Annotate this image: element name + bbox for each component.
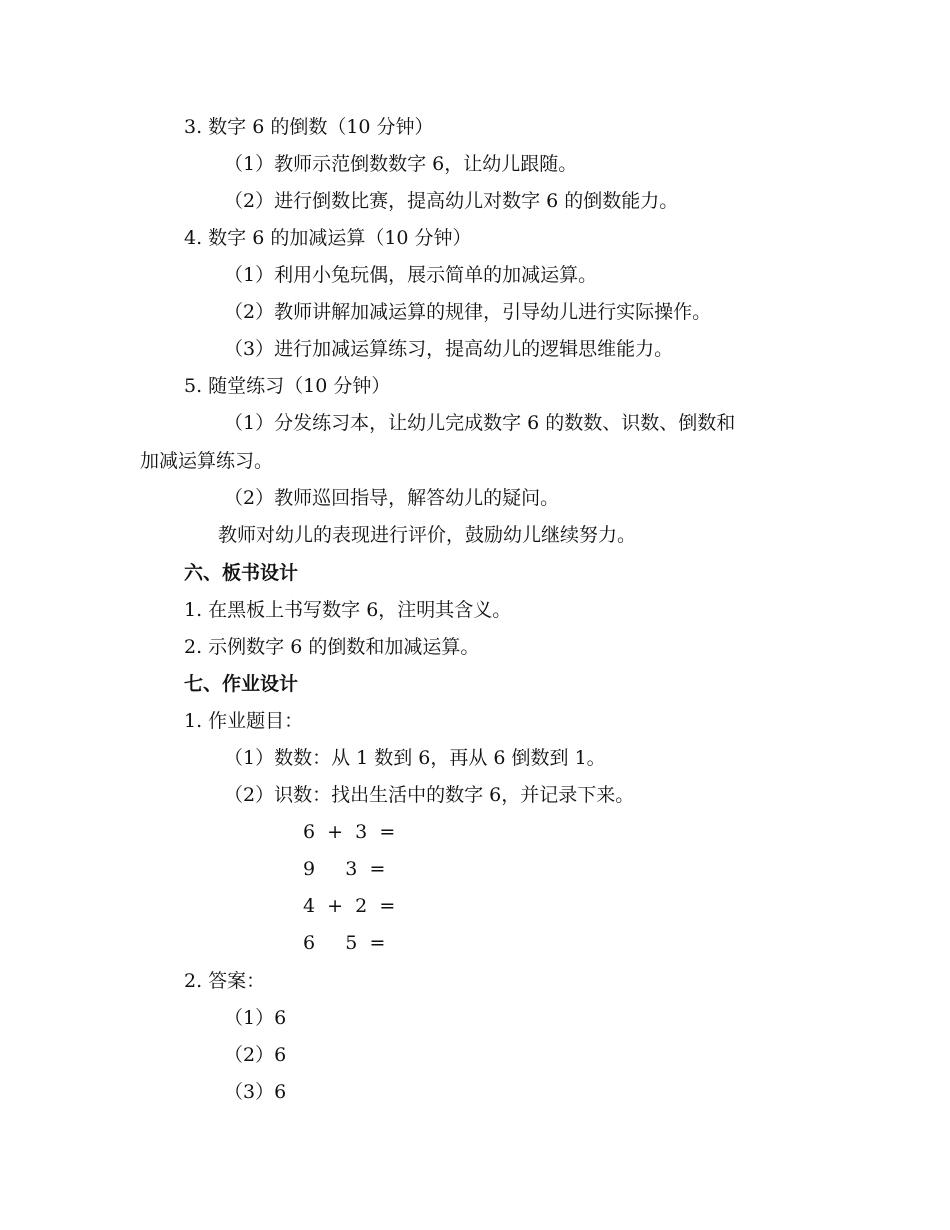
board-design-heading: 六、板书设计 bbox=[184, 562, 299, 584]
answer-1: （1）6 bbox=[224, 1007, 287, 1029]
homework-heading: 七、作业设计 bbox=[184, 673, 299, 695]
answer-3: （3）6 bbox=[224, 1081, 287, 1103]
section-4-item-3: （3）进行加减运算练习，提高幼儿的逻辑思维能力。 bbox=[224, 338, 674, 360]
calculation-3: 4 + 2 = bbox=[303, 895, 396, 917]
section-3-title: 3. 数字 6 的倒数（10 分钟） bbox=[184, 116, 434, 138]
calculation-1: 6 + 3 = bbox=[303, 821, 396, 843]
section-4-item-1: （1）利用小兔玩偶，展示简单的加减运算。 bbox=[224, 264, 598, 286]
section-4-title: 4. 数字 6 的加减运算（10 分钟） bbox=[184, 227, 472, 249]
calculation-4: 6 5 = bbox=[303, 932, 386, 954]
section-3-item-2: （2）进行倒数比赛，提高幼儿对数字 6 的倒数能力。 bbox=[224, 190, 679, 212]
homework-topic-1: （1）数数：从 1 数到 6，再从 6 倒数到 1。 bbox=[224, 747, 606, 769]
section-5-title: 5. 随堂练习（10 分钟） bbox=[184, 375, 391, 397]
section-5-evaluation: 教师对幼儿的表现进行评价，鼓励幼儿继续努力。 bbox=[218, 524, 637, 546]
calculation-2: 9 3 = bbox=[303, 858, 386, 880]
section-5-item-1-line-2: 加减运算练习。 bbox=[140, 450, 274, 472]
section-5-item-2: （2）教师巡回指导，解答幼儿的疑问。 bbox=[224, 487, 560, 509]
homework-topic-2: （2）识数：找出生活中的数字 6，并记录下来。 bbox=[224, 784, 635, 806]
board-design-item-2: 2. 示例数字 6 的倒数和加减运算。 bbox=[184, 636, 480, 658]
answer-2: （2）6 bbox=[224, 1044, 287, 1066]
section-5-item-1-line-1: （1）分发练习本，让幼儿完成数字 6 的数数、识数、倒数和 bbox=[224, 412, 736, 434]
board-design-item-1: 1. 在黑板上书写数字 6，注明其含义。 bbox=[184, 599, 512, 621]
answer-title: 2. 答案： bbox=[184, 970, 266, 992]
homework-topic-title: 1. 作业题目： bbox=[184, 710, 304, 732]
section-4-item-2: （2）教师讲解加减运算的规律，引导幼儿进行实际操作。 bbox=[224, 301, 712, 323]
section-3-item-1: （1）教师示范倒数数字 6，让幼儿跟随。 bbox=[224, 153, 578, 175]
